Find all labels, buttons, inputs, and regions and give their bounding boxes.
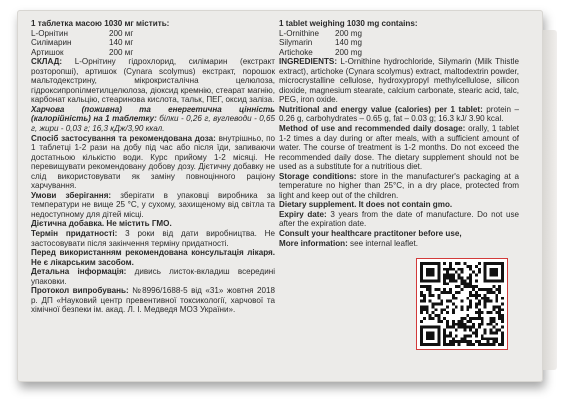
ua-tested	[31, 286, 275, 315]
ua-dosage-label: Спосіб застосування та рекомендована доза:	[31, 133, 216, 143]
qr-code-graphic	[420, 262, 504, 346]
ua-ingredients-label: СКЛАД:	[31, 57, 63, 67]
en-ingredients	[279, 57, 519, 105]
ukrainian-label-text	[31, 19, 275, 315]
en-comp-amount: 200 mg	[335, 28, 362, 38]
en-more	[279, 239, 519, 249]
en-ingredients-label: INGREDIENTS:	[279, 57, 338, 67]
ua-ingredients-text: L-Орнітину гідрохлорид, силімарин (екстракт розторопші), артишок (Cynara scolymus) екстракт, порошок мальтодекстрину, мікрокристалічна целюлоза, гідроксипропілметилцелюлоза, діоксид кремнію, стеарат магнію, карбонат кальцію, стеаринова кислота, тальк, ПЕГ, оксид заліза.	[31, 57, 275, 105]
en-nutrition-text: protein – 0.26 g, carbohydrates – 0.65 g, fat – 0.03 g; 16.3 kJ/ 3.90 kcal.	[279, 104, 519, 124]
en-header: 1 tablet weighing 1030 mg contains:	[279, 19, 418, 28]
ua-nutrition-label: Харчова (поживна) та енергетична цінність (калорійність) на 1 таблетку:	[31, 104, 275, 124]
ua-details-text: дивись листок-вкладиш всередині упаковки.	[31, 267, 275, 286]
en-comp-name: Silymarin	[279, 38, 313, 48]
qr-modules	[420, 262, 504, 346]
en-comp-amount: 200 mg	[335, 47, 362, 57]
ua-details	[31, 267, 275, 286]
ua-storage	[31, 191, 275, 220]
en-more-text: see internal leaflet.	[347, 238, 418, 248]
ua-nutrition	[31, 105, 275, 134]
en-nutrition	[279, 105, 519, 124]
en-comp-amount: 140 mg	[335, 38, 362, 48]
en-expiry-label: Expiry date:	[279, 209, 327, 219]
ua-details-label: Детальна інформація:	[31, 267, 127, 277]
ua-tested-label: Протокол випробувань:	[31, 286, 129, 296]
en-expiry-text: 3 years from the date of manufacture. Do not use after the expiration date.	[279, 209, 519, 229]
en-nutrition-label: Nutritional and energy value (calories) per 1 tablet:	[279, 104, 483, 114]
ua-ingredients	[31, 57, 275, 105]
en-more-label: More information:	[279, 238, 348, 248]
en-storage	[279, 172, 519, 201]
ua-consult: Перед використанням рекомендована консультація лікаря. Не є лікарським засобом.	[31, 248, 275, 267]
ua-comp-name: Артишок	[31, 47, 64, 57]
ua-comp-amount: 200 мг	[109, 28, 134, 38]
ua-expiry-text: 3 роки від дати виробництва. Не застосовувати після закінчення терміну придатності.	[31, 229, 275, 248]
en-expiry	[279, 210, 519, 229]
en-composition-table	[279, 29, 519, 58]
en-dosage-text: orally, 1 tablet 1-2 times a day during or after meals, with a sufficient amount of water. The course of treatment is 1-2 months. Do not exceed the recommended daily dose. The dietary supplement should not be used as a substitute for a nutritious diet.	[279, 124, 519, 172]
en-comp-name: L-Ornithine	[279, 28, 320, 38]
ua-comp-name: Силімарин	[31, 38, 72, 48]
en-dosage	[279, 124, 519, 172]
en-storage-text: store in the manufacturer's packaging at a temperature no higher than 25°C, in a dry place, protected from light and keep out of the children.	[279, 171, 519, 200]
en-dosage-label: Method of use and recommended daily dosage:	[279, 124, 466, 134]
en-consult: Consult your healthcare practitoner before use,	[279, 229, 462, 239]
ua-dosage	[31, 134, 275, 191]
en-gmo: Dietary supplement. It does not contain gmo.	[279, 200, 453, 210]
ua-storage-text: зберігати в упаковці виробника за температури не вище 25 °C, у сухому, захищеному від світла та недоступному для дітей місці.	[31, 190, 275, 219]
ua-comp-name: L-Орнітин	[31, 28, 68, 38]
ua-expiry	[31, 229, 275, 248]
ua-comp-amount: 140 мг	[109, 38, 134, 48]
ua-nutrition-text: білки - 0,26 г, вуглеводи - 0,65 г, жири - 0,03 г; 16,3 кДж/3,90 ккал.	[31, 114, 275, 134]
en-storage-label: Storage conditions:	[279, 171, 357, 181]
ua-tested-text: №8996/1688-5 від «31» жовтня 2018 р. ДП «Науковий центр превентивної токсикології, харчової та хімічної безпеки ім. акад. Л. І. Медведя МОЗ України».	[31, 286, 275, 315]
ua-storage-label: Умови зберігання:	[31, 190, 112, 200]
package-side-edge	[543, 30, 557, 370]
ua-expiry-label: Термін придатності:	[31, 229, 118, 239]
ua-header: 1 таблетка масою 1030 мг містить:	[31, 19, 170, 28]
ua-composition-table	[31, 29, 275, 58]
en-ingredients-text: L-Ornithine hydrochloride, Silymarin (Milk Thistle extract), artichoke (Cynara scolymus) extract, maltodextrin powder, microcrystalline cellulose, hydroxypropyl methylcellulose, silicon dioxide, magnesium stearate, calcium carbonate, stearic acid, talc, PEG, iron oxide.	[279, 57, 519, 105]
ua-dosage-text: внутрішньо, по 1 таблетці 1-2 рази на добу під час або після їди, запиваючи достатньою кількістю води. Курс прийому 1-2 місяці. Не перевищувати рекомендовану добову дозу. Дієтичну добавку не слід використовувати як заміну повноцінного раціону харчування.	[31, 133, 275, 191]
ua-gmo: Дієтична добавка. Не містить ГМО.	[31, 219, 172, 229]
en-comp-name: Artichoke	[279, 47, 313, 57]
english-label-text	[279, 19, 519, 248]
qr-code-icon	[416, 258, 508, 350]
ua-comp-amount: 200 мг	[109, 47, 134, 57]
